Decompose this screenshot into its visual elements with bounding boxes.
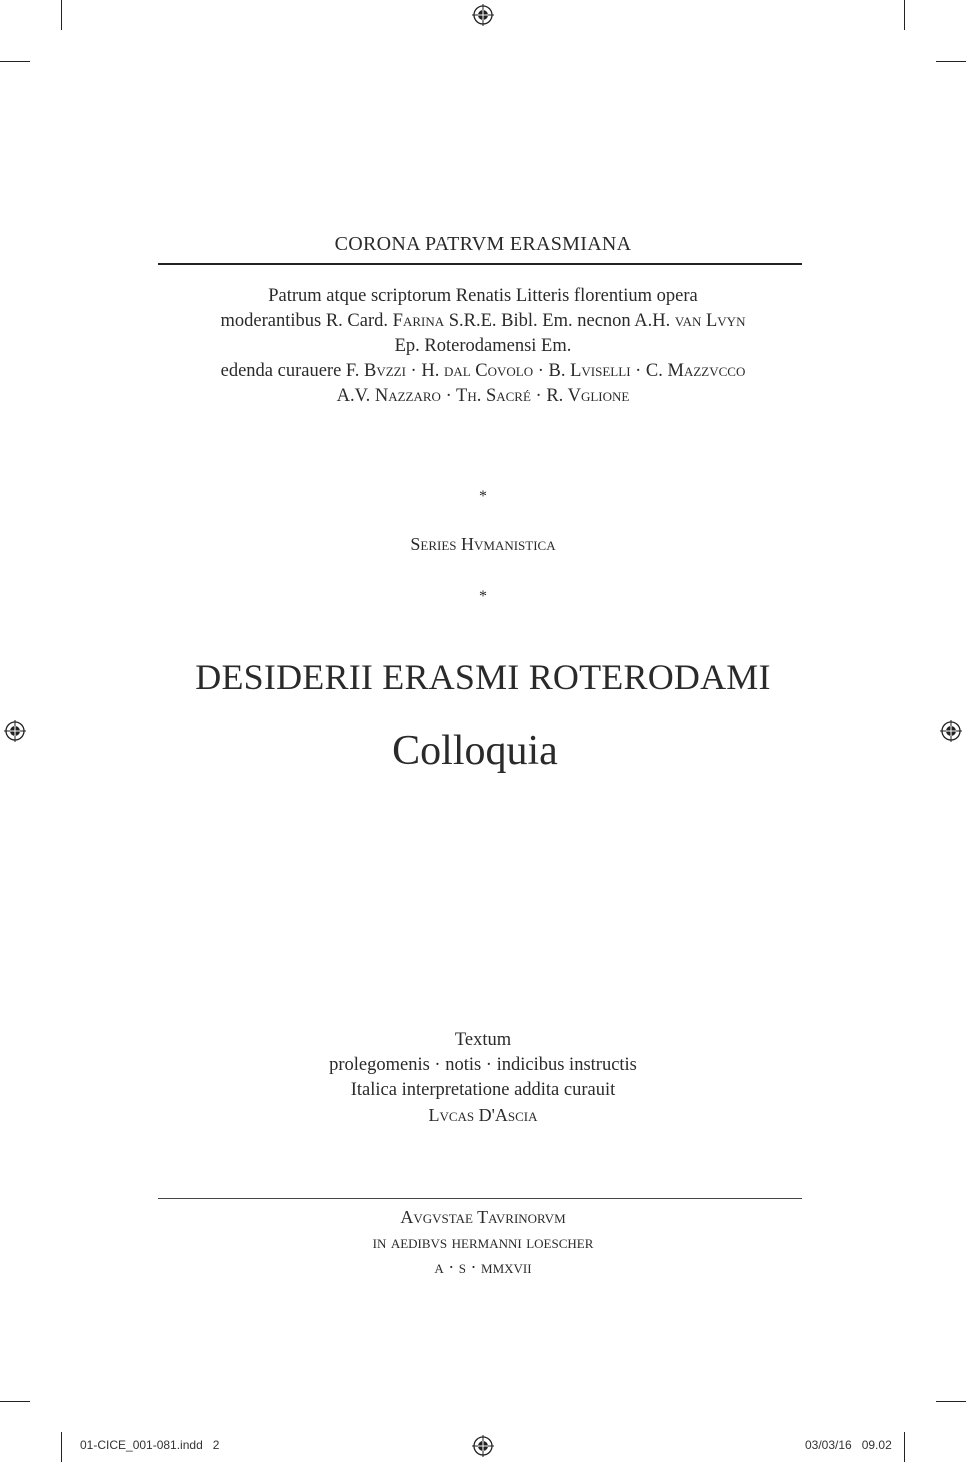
crop-mark-bottom-left-vertical (61, 1432, 62, 1462)
asterisk-bottom: * (479, 588, 487, 605)
imprint-year: a · s · mmxvii (434, 1257, 532, 1277)
editorial-line-3: Ep. Roterodamensi Em. (394, 336, 572, 356)
crop-mark-bottom-right-vertical (904, 1432, 905, 1462)
asterisk-top: * (479, 488, 487, 505)
edition-line-3: Italica interpretatione addita curauit (350, 1080, 616, 1100)
author-name: DESIDERII ERASMI ROTERODAMI (195, 657, 771, 697)
crop-mark-top-right-horizontal (936, 61, 966, 62)
crop-mark-top-left-vertical (61, 0, 62, 30)
series-header: CORONA PATRVM ERASMIANA (334, 233, 632, 255)
registration-mark-top-icon (472, 4, 494, 26)
edition-editor: Lvcas D'Ascia (428, 1105, 538, 1125)
editorial-line-2-mid: S.R.E. Bibl. Em. necnon A.H. (444, 311, 675, 331)
imprint-rule (158, 1198, 802, 1199)
editorial-line-1: Patrum atque scriptorum Renatis Litteris florentium opera (268, 286, 698, 306)
edition-line-2: prolegomenis · notis · indicibus instructis (329, 1055, 637, 1075)
crop-mark-top-left-horizontal (0, 61, 30, 62)
editorial-line-4-prefix: edenda curauere F. (220, 361, 364, 381)
imprint-publisher: in aedibvs hermanni loescher (372, 1232, 594, 1252)
editorial-line-2-prefix: moderantibus R. Card. (220, 311, 393, 331)
edition-line-1: Textum (454, 1030, 512, 1050)
crop-mark-bottom-right-horizontal (936, 1401, 966, 1402)
work-title: Colloquia (392, 728, 558, 774)
editor-farina: Farina (392, 311, 445, 331)
editor-van-luyn: van Lvyn (674, 311, 746, 331)
crop-mark-bottom-left-horizontal (0, 1401, 30, 1402)
slug-filename: 01-CICE_001-081.indd 2 (80, 1438, 220, 1452)
editorial-line-2 (0, 309, 966, 334)
crop-mark-top-right-vertical (904, 0, 905, 30)
editorial-line-4 (0, 359, 966, 384)
header-rule (158, 263, 802, 265)
imprint-place: Avgvstae Tavrinorvm (400, 1207, 566, 1227)
slug-datetime: 03/03/16 09.02 (805, 1438, 892, 1452)
registration-mark-bottom-icon (472, 1435, 494, 1457)
subseries-title: Series Hvmanistica (410, 534, 556, 554)
editorial-line-4-names: Bvzzi · H. dal Covolo · B. Lviselli · C. Mazzvcco (363, 361, 746, 381)
editorial-line-5: A.V. Nazzaro · Th. Sacré · R. Vglione (336, 386, 630, 406)
